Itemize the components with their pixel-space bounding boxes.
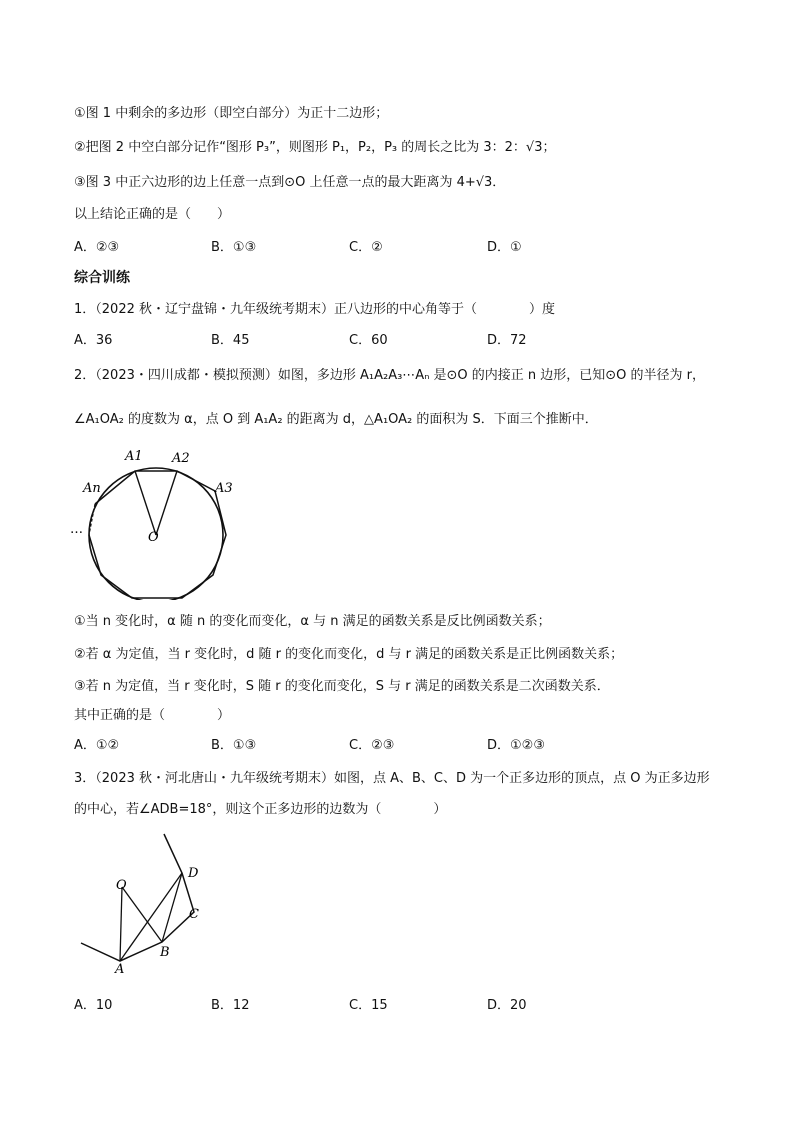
q2-statement-3: ③若 n 为定值，当 r 变化时，S 随 r 的变化而变化，S 与 r 满足的函数关系是二次函数关系． xyxy=(74,679,610,694)
q2-radius-oa2 xyxy=(156,471,177,535)
question-prompt: 以上结论正确的是（ ） xyxy=(74,207,231,222)
q3-line-oa xyxy=(120,887,122,961)
q3-figure-polygon xyxy=(78,832,218,982)
q1-option-d: D．72 xyxy=(487,333,527,348)
option-c: C．② xyxy=(349,240,383,255)
q3-label-o: O xyxy=(116,878,127,893)
q3-polygon-edges xyxy=(81,834,194,961)
q2-label-a2: A2 xyxy=(172,451,190,466)
q2-label-a3: A3 xyxy=(215,481,233,496)
q1-option-c: C．60 xyxy=(349,333,388,348)
option-d: D．① xyxy=(487,240,522,255)
q3-stem-line2: 的中心，若∠ADB=18°，则这个正多边形的边数为（ ） xyxy=(74,802,447,817)
q2-stem-line2: ∠A₁OA₂ 的度数为 α，点 O 到 A₁A₂ 的距离为 d，△A₁OA₂ 的面积为 S．下面三个推断中． xyxy=(74,412,598,427)
q2-option-b: B．①③ xyxy=(211,738,257,753)
q3-option-a: A．10 xyxy=(74,998,113,1013)
option-a: A．②③ xyxy=(74,240,120,255)
q3-line-ad xyxy=(120,873,182,961)
statement-3: ③图 3 中正六边形的边上任意一点到⊙O 上任意一点的最大距离为 4+√3． xyxy=(74,175,506,190)
q3-option-d: D．20 xyxy=(487,998,527,1013)
statement-2: ②把图 2 中空白部分记作“图形 P₃”，则图形 P₁，P₂，P₃ 的周长之比为 3：2：√3； xyxy=(74,140,556,155)
q3-label-b: B xyxy=(160,945,170,960)
q3-stem-line1: 3．（2023 秋・河北唐山・九年级统考期末）如图，点 A、B、C、D 为一个正多边形的顶点，点 O 为正多边形 xyxy=(74,771,710,786)
q1-stem: 1．（2022 秋・辽宁盘锦・九年级统考期末）正八边形的中心角等于（ ）度 xyxy=(74,302,555,317)
q2-option-c: C．②③ xyxy=(349,738,395,753)
q1-option-b: B．45 xyxy=(211,333,250,348)
q2-label-a1: A1 xyxy=(125,449,143,464)
q2-label-o: O xyxy=(148,530,159,545)
q3-option-b: B．12 xyxy=(211,998,250,1013)
q2-option-d: D．①②③ xyxy=(487,738,545,753)
q3-label-c: C xyxy=(189,907,199,922)
q3-label-a: A xyxy=(115,962,125,977)
q2-prompt: 其中正确的是（ ） xyxy=(74,708,231,723)
q3-line-ob xyxy=(122,887,162,942)
q2-statement-2: ②若 α 为定值，当 r 变化时，d 随 r 的变化而变化，d 与 r 满足的函数关系是正比例函数关系； xyxy=(74,647,624,662)
section-title: 综合训练 xyxy=(74,270,130,286)
q3-label-d: D xyxy=(188,866,199,881)
statement-1: ①图 1 中剩余的多边形（即空白部分）为正十二边形； xyxy=(74,106,389,121)
q2-label-an: An xyxy=(83,481,101,496)
q1-option-a: A．36 xyxy=(74,333,113,348)
q3-option-c: C．15 xyxy=(349,998,388,1013)
option-b: B．①③ xyxy=(211,240,257,255)
q2-stem-line1: 2．（2023・四川成都・模拟预测）如图，多边形 A₁A₂A₃⋯Aₙ 是⊙O 的内接正 n 边形，已知⊙O 的半径为 r， xyxy=(74,368,706,383)
q2-figure-regular-polygon xyxy=(70,440,240,600)
q2-option-a: A．①② xyxy=(74,738,120,753)
q2-statement-1: ①当 n 变化时，α 随 n 的变化而变化，α 与 n 满足的函数关系是反比例函数关系； xyxy=(74,614,551,629)
q2-label-dots: … xyxy=(70,522,83,537)
q2-radius-oa1 xyxy=(135,471,156,535)
